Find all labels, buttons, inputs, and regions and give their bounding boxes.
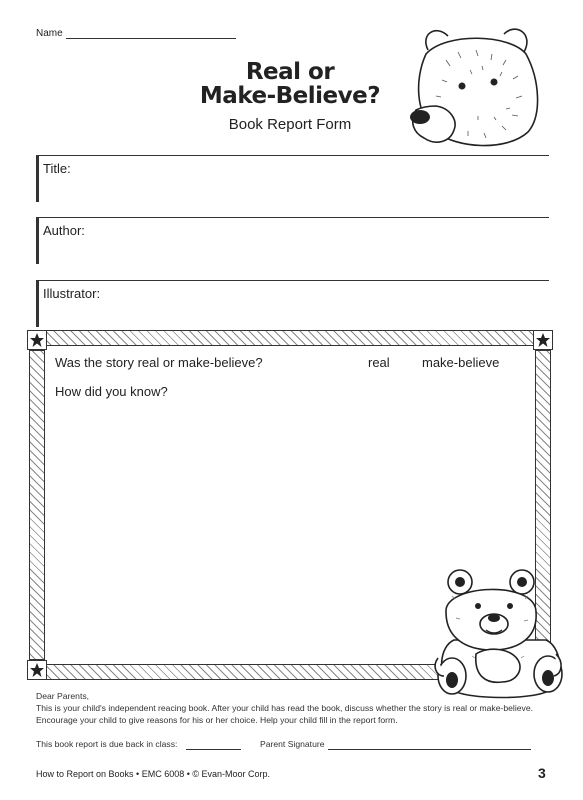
illustrator-field-label: Illustrator: xyxy=(43,286,101,301)
letter-body: This is your child's independent reacing book. After your child has read the book, discuss whether the story is real or make-believe. Encourage your child to give reasons for his or her choice. Help your child fill in the report form. xyxy=(36,703,533,725)
title-field-label: Title: xyxy=(43,161,71,176)
option-make-believe[interactable]: make-believe xyxy=(422,355,500,370)
page-number: 3 xyxy=(538,765,546,781)
author-field-label: Author: xyxy=(43,223,85,238)
page-title xyxy=(190,60,390,108)
author-field[interactable] xyxy=(36,217,549,264)
star-icon xyxy=(533,330,553,350)
name-label: Name xyxy=(36,28,63,39)
due-date-label: This book report is due back in class: xyxy=(36,739,178,749)
page-subtitle: Book Report Form xyxy=(228,116,352,133)
star-icon xyxy=(27,330,47,350)
illustrator-field[interactable] xyxy=(36,280,549,327)
footer-credit: How to Report on Books • EMC 6008 • © Evan-Moor Corp. xyxy=(36,769,271,779)
rope-top xyxy=(45,330,535,346)
option-real[interactable]: real xyxy=(368,355,390,370)
letter-salutation: Dear Parents, xyxy=(36,691,90,701)
name-line[interactable] xyxy=(66,38,236,39)
title-line-1: Real or xyxy=(245,59,335,85)
question-how-did-you-know: How did you know? xyxy=(55,384,168,399)
title-field[interactable] xyxy=(36,155,549,202)
star-icon xyxy=(27,660,47,680)
due-date-line[interactable] xyxy=(186,749,241,750)
question-real-or-make-believe: Was the story real or make-believe? xyxy=(55,355,263,370)
rope-left xyxy=(29,350,45,660)
title-line-2: Make-Believe? xyxy=(199,83,381,109)
parent-signature-label: Parent Signature xyxy=(260,739,325,749)
parent-signature-line[interactable] xyxy=(328,749,531,750)
teddy-bear-icon xyxy=(432,566,568,707)
parent-letter xyxy=(36,690,536,726)
bear-head-icon xyxy=(406,20,546,165)
